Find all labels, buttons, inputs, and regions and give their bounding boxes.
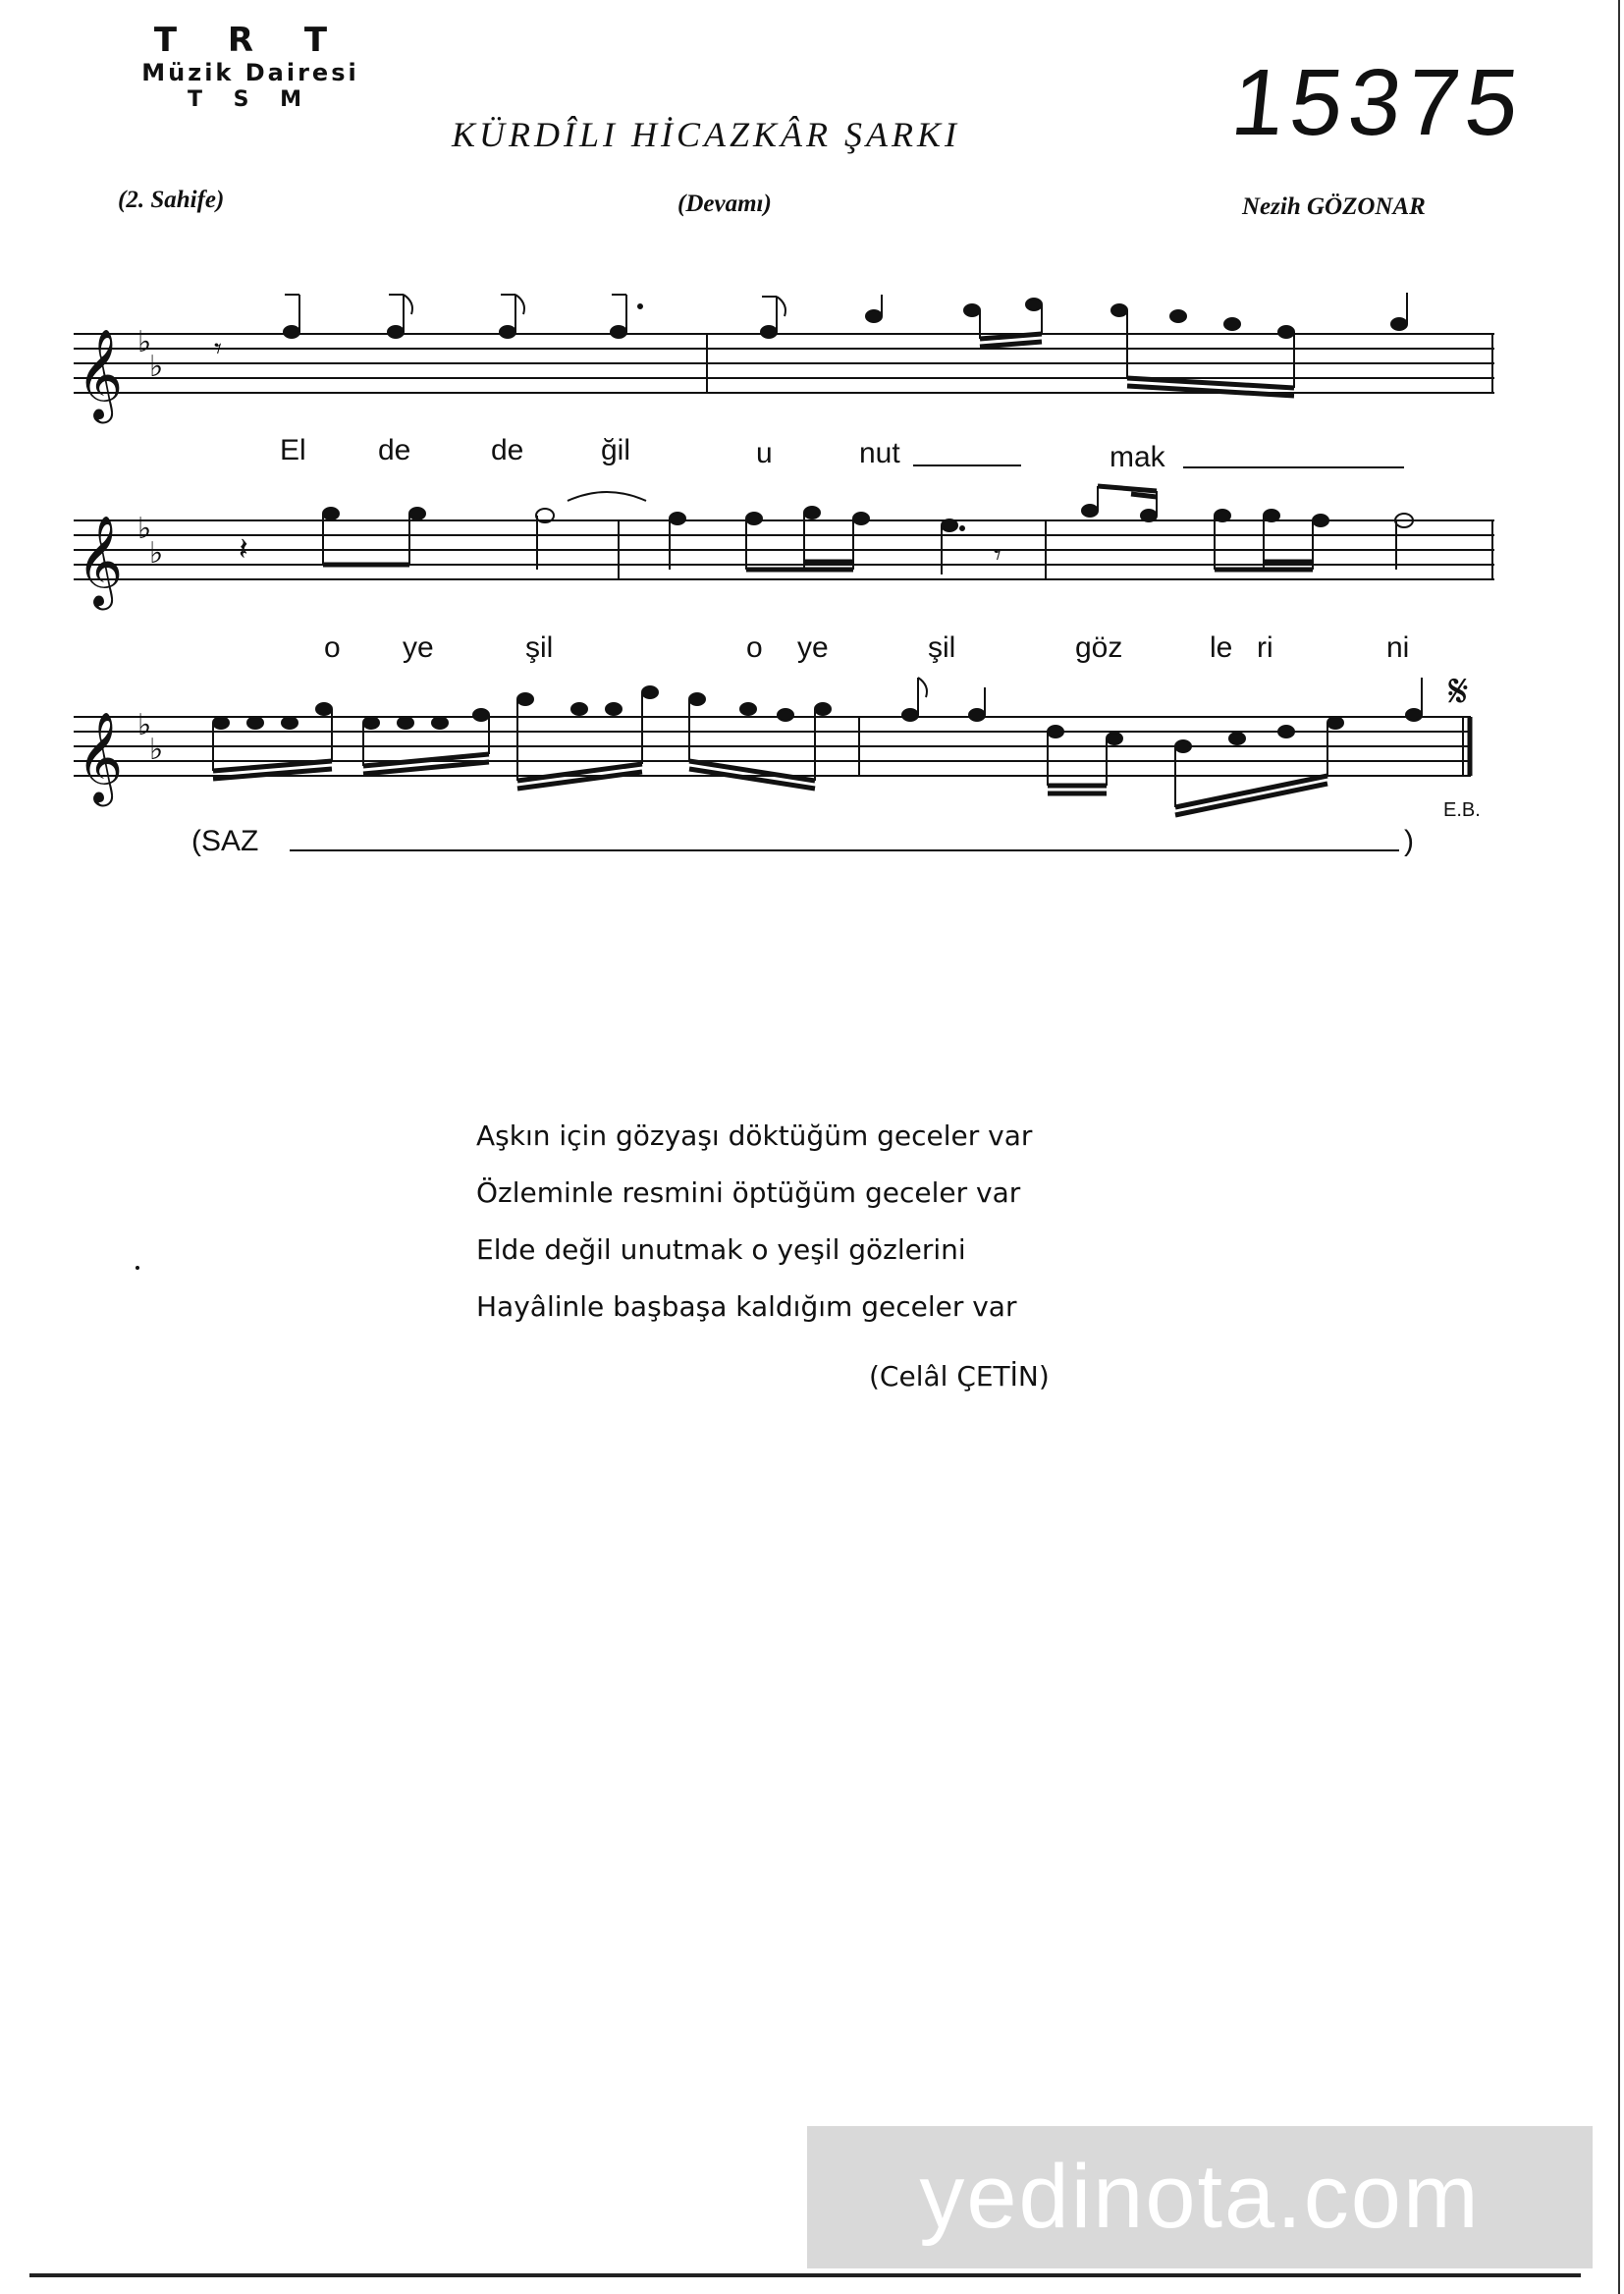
note: [670, 513, 685, 570]
note: [866, 295, 882, 322]
composer: Nezih GÖZONAR: [1242, 193, 1426, 220]
catalog-number: 15375: [1226, 50, 1530, 155]
lyric: o: [324, 631, 341, 664]
poem-line: Elde değil unutmak o yeşil gözlerini: [476, 1233, 966, 1266]
initials: E.B.: [1443, 799, 1481, 821]
music-score: [0, 0, 1624, 884]
segno-sign: 𝄋: [1448, 664, 1469, 719]
lyric: u: [756, 437, 773, 469]
staff-1: [74, 334, 1494, 393]
note: [611, 295, 642, 338]
stray-dot: [135, 1266, 139, 1270]
lyric: şil: [928, 631, 956, 664]
svg-text:♭: ♭: [149, 733, 164, 767]
note-group: [1111, 304, 1294, 396]
lyric: ni: [1386, 631, 1410, 664]
treble-clef-1: 𝄞: [77, 328, 124, 419]
saz-label: (SAZ: [191, 825, 259, 857]
lyric: de: [378, 434, 411, 466]
svg-text:𝄾: 𝄾: [994, 538, 1001, 573]
note: [500, 295, 524, 338]
poem: [476, 1108, 1032, 1336]
note: [902, 678, 927, 721]
note: [388, 295, 412, 338]
note-group: [689, 693, 831, 789]
poem-author: (Celâl ÇETİN): [869, 1360, 1050, 1393]
note: [1406, 678, 1422, 721]
svg-text:♭: ♭: [137, 708, 152, 742]
treble-clef-3: 𝄞: [77, 711, 124, 802]
trt-dept: Müzik Dairesi: [141, 59, 359, 87]
page-label: (2. Sahife): [118, 187, 225, 213]
treble-clef-2: 𝄞: [77, 515, 124, 606]
svg-text:♭: ♭: [149, 536, 164, 571]
poem-line: Aşkın için gözyaşı döktüğüm geceler var: [476, 1120, 1033, 1152]
note: [536, 509, 554, 570]
continuation-label: (Devamı): [677, 191, 772, 217]
lyric: le: [1210, 631, 1233, 664]
note: [1395, 514, 1413, 570]
tie: [568, 492, 646, 501]
poem-line: Hayâlinle başbaşa kaldığım geceler var: [476, 1290, 1017, 1323]
note-group: [213, 703, 332, 779]
page-edge-right: [1618, 0, 1620, 2294]
note-group: [746, 507, 869, 570]
note: [969, 687, 985, 721]
lyric: de: [491, 434, 524, 466]
lyric: ğil: [601, 434, 631, 466]
svg-text:♭: ♭: [137, 325, 152, 359]
svg-text:𝄽: 𝄽: [239, 530, 248, 568]
saz-close: ): [1404, 825, 1414, 857]
page-edge-bottom: [29, 2273, 1581, 2277]
note-group: [1048, 726, 1122, 793]
lyric: göz: [1075, 631, 1123, 664]
svg-text:♭: ♭: [149, 350, 164, 384]
note-group: [517, 686, 658, 789]
lyric: ye: [403, 631, 434, 664]
note: [761, 297, 785, 338]
note-group: [1082, 486, 1157, 521]
note-group: [964, 299, 1042, 347]
lyric: o: [746, 631, 763, 664]
piece-title: KÜRDÎLI HİCAZKÂR ŞARKI: [452, 115, 960, 154]
note: [284, 295, 299, 338]
lyric: El: [280, 434, 306, 466]
watermark: yedinota.com: [807, 2126, 1593, 2268]
svg-text:𝄾: 𝄾: [214, 332, 222, 366]
lyric: nut: [859, 437, 900, 469]
note-group: [1215, 510, 1328, 570]
lyric: mak: [1110, 441, 1165, 473]
lyric: ri: [1257, 631, 1273, 664]
poem-line: Özleminle resmini öptüğüm geceler var: [476, 1176, 1021, 1209]
trt-sub: T S M: [187, 86, 314, 112]
trt-org: T R T: [153, 21, 348, 60]
svg-text:♭: ♭: [137, 512, 152, 546]
note: [1391, 293, 1407, 330]
lyric: ye: [797, 631, 829, 664]
note: [942, 519, 964, 574]
note-group: [363, 709, 489, 774]
lyric: şil: [525, 631, 554, 664]
